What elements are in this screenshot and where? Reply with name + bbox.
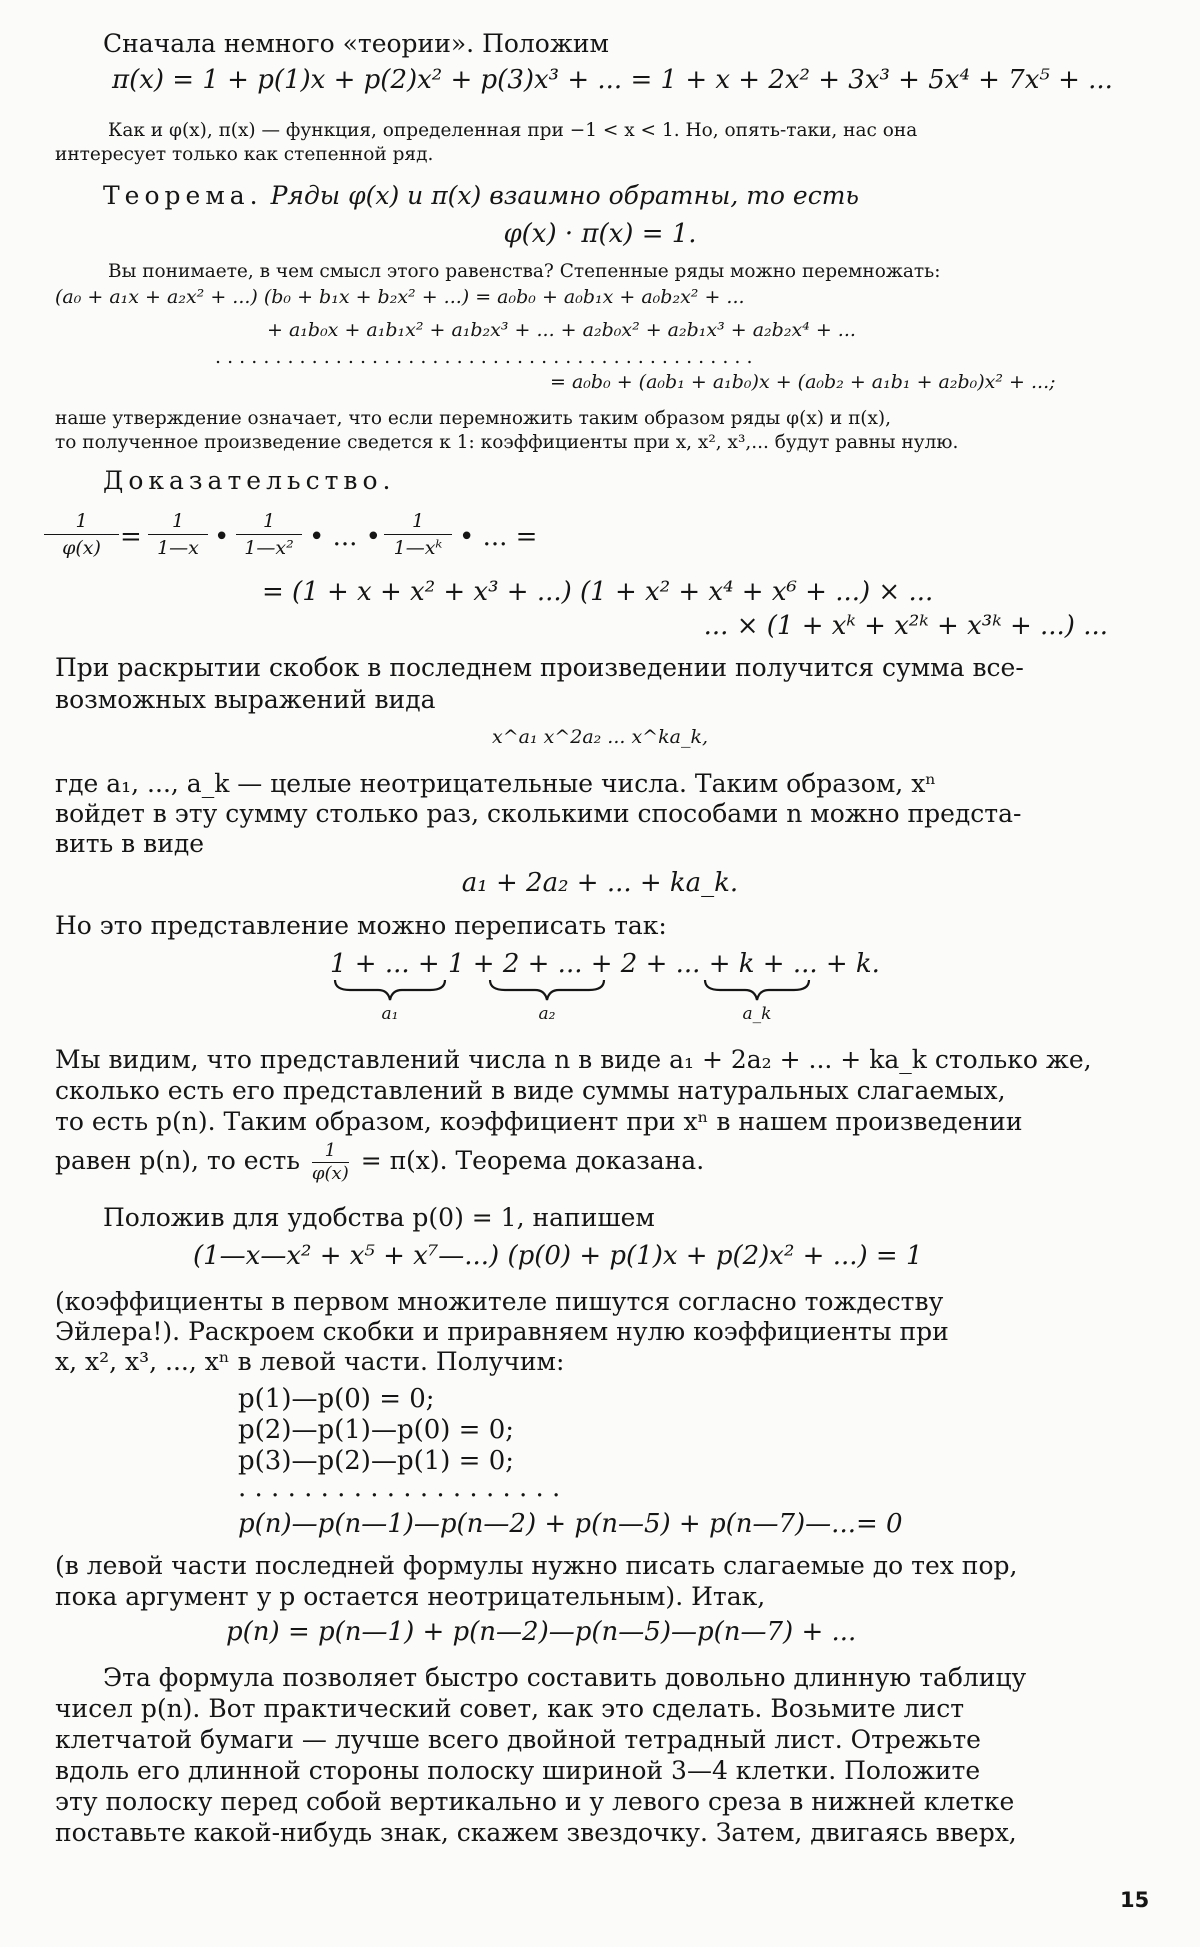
explain-line-1: Вы понимаете, в чем смысл этого равенства? Степенные ряды можно перемножать: xyxy=(108,261,941,282)
recurrence-formula: p(n) = p(n—1) + p(n—2)—p(n—5)—p(n—7) + ... xyxy=(226,1617,857,1647)
paragraph-line: Положив для удобства p(0) = 1, напишем xyxy=(103,1203,655,1232)
note-line-2: интересует только как степенной ряд. xyxy=(55,144,434,165)
fraction-1-over-1-x xyxy=(148,508,208,561)
equation-dots: . . . . . . . . . . . . . . . . . . . . xyxy=(238,1473,561,1503)
paragraph-line: вить в виде xyxy=(55,829,205,858)
equation-1: p(1)—p(0) = 0; xyxy=(238,1384,435,1414)
explain-line-5: наше утверждение означает, что если перемножить таким образом ряды φ(x) и π(x), xyxy=(55,408,891,429)
equals-sign: = xyxy=(120,522,142,552)
paragraph-line: эту полоску перед собой вертикально и у левого среза в нижней клетке xyxy=(55,1787,1015,1816)
paragraph-line-with-fraction xyxy=(55,1140,704,1185)
paragraph-line: возможных выражений вида xyxy=(55,685,436,714)
expanded-representation: 1 + ... + 1 + 2 + ... + 2 + ... + k + ... + k. xyxy=(330,949,880,979)
equation-n: p(n)—p(n—1)—p(n—2) + p(n—5) + p(n—7)—...= 0 xyxy=(238,1509,903,1539)
paragraph-line: При раскрытии скобок в последнем произведении получится сумма все- xyxy=(55,653,1024,682)
explain-dots: . . . . . . . . . . . . . . . . . . . . . . . . . . . . . . . . . . . . . . . . . . . . . xyxy=(215,346,753,368)
text-segment: = π(x). Теорема доказана. xyxy=(360,1146,705,1175)
fraction-denominator: 1—x xyxy=(148,534,208,561)
paragraph-line: сколько есть его представлений в виде суммы натуральных слагаемых, xyxy=(55,1076,1006,1105)
brace-label-a2: a₂ xyxy=(538,1004,556,1024)
paragraph-line: Но это представление можно переписать так: xyxy=(55,911,667,940)
paragraph-line: Эта формула позволяет быстро составить довольно длинную таблицу xyxy=(103,1663,1027,1692)
brace-label-a1: a₁ xyxy=(381,1004,399,1024)
fraction-denominator: φ(x) xyxy=(44,534,119,561)
product-tail: • ... = xyxy=(459,522,538,552)
fraction-numerator: 1 xyxy=(171,510,185,532)
fraction-1-over-phi xyxy=(44,508,119,561)
paragraph-line: вдоль его длинной стороны полоску шириной 3—4 клетки. Положите xyxy=(55,1756,981,1785)
paragraph-line: (коэффициенты в первом множителе пишутся согласно тождеству xyxy=(55,1287,944,1316)
product-ellipsis: • ... • xyxy=(309,522,381,552)
paragraph-line: где a₁, ..., a_k — целые неотрицательные числа. Таким образом, xⁿ xyxy=(55,769,937,798)
paragraph-line: x, x², x³, ..., xⁿ в левой части. Получим: xyxy=(55,1347,565,1376)
fraction-denominator: 1—xᵏ xyxy=(384,534,452,561)
fraction-1-over-1-xk xyxy=(384,508,452,561)
paragraph-line: поставьте какой-нибудь знак, скажем звездочку. Затем, двигаясь вверх, xyxy=(55,1818,1017,1847)
sum-representation: a₁ + 2a₂ + ... + ka_k. xyxy=(461,868,739,898)
fraction-denominator: 1—x² xyxy=(236,534,302,561)
explain-line-6: то полученное произведение сведется к 1: коэффициенты при x, x², x³,... будут равны нулю. xyxy=(55,432,959,453)
explain-collected: = a₀b₀ + (a₀b₁ + a₁b₀)x + (a₀b₂ + a₁b₁ + a₂b₀)x² + ...; xyxy=(550,371,1056,393)
paragraph-line: войдет в эту сумму столько раз, сколькими способами n можно предста- xyxy=(55,799,1022,828)
monomial-formula: x^a₁ x^2a₂ ... x^ka_k, xyxy=(491,726,708,748)
theorem-statement: Ряды φ(x) и π(x) взаимно обратны, то есть xyxy=(270,181,860,210)
theorem-formula: φ(x) · π(x) = 1. xyxy=(503,219,697,249)
paragraph-line: клетчатой бумаги — лучше всего двойной тетрадный лист. Отрежьте xyxy=(55,1725,981,1754)
proof-label: Доказательство. xyxy=(103,466,396,495)
theorem-line xyxy=(103,180,859,211)
product-dot: • xyxy=(214,522,230,552)
underbraces xyxy=(330,978,830,1004)
theorem-label: Теорема. xyxy=(103,181,263,210)
formula-pi: π(x) = 1 + p(1)x + p(2)x² + p(3)x³ + ... = 1 + x + 2x² + 3x³ + 5x⁴ + 7x⁵ + ... xyxy=(112,65,1113,95)
brace-label-ak: a_k xyxy=(742,1004,772,1024)
fraction-denominator: φ(x) xyxy=(311,1163,349,1184)
product-formula: (1—x—x² + x⁵ + x⁷—...) (p(0) + p(1)x + p(2)x² + ...) = 1 xyxy=(193,1241,923,1271)
page-number: 15 xyxy=(1120,1888,1150,1912)
paragraph-line: Мы видим, что представлений числа n в виде a₁ + 2a₂ + ... + ka_k столько же, xyxy=(55,1045,1092,1074)
intro-line: Сначала немного «теории». Положим xyxy=(103,29,609,58)
equation-2: p(2)—p(1)—p(0) = 0; xyxy=(238,1415,515,1445)
proof-expansion-2: ... × (1 + xᵏ + x²ᵏ + x³ᵏ + ...) ... xyxy=(703,611,1108,641)
fraction-numerator: 1 xyxy=(75,510,88,532)
fraction-numerator: 1 xyxy=(411,510,425,532)
text-segment: равен p(n), то есть xyxy=(55,1146,300,1175)
inline-fraction xyxy=(312,1140,349,1185)
paragraph-line: Эйлера!). Раскроем скобки и приравняем нулю коэффициенты при xyxy=(55,1317,949,1346)
explain-cross-terms: + a₁b₀x + a₁b₁x² + a₁b₂x³ + ... + a₂b₀x² + a₂b₁x³ + a₂b₂x⁴ + ... xyxy=(267,319,856,341)
fraction-1-over-1-x2 xyxy=(236,508,302,561)
equation-3: p(3)—p(2)—p(1) = 0; xyxy=(238,1446,515,1476)
proof-expansion-1: = (1 + x + x² + x³ + ...) (1 + x² + x⁴ + x⁶ + ...) × ... xyxy=(262,577,934,607)
paragraph-line: чисел p(n). Вот практический совет, как это сделать. Возьмите лист xyxy=(55,1694,965,1723)
note-line-1: Как и φ(x), π(x) — функция, определенная при −1 < x < 1. Но, опять-таки, нас она xyxy=(108,120,918,141)
fraction-numerator: 1 xyxy=(262,510,276,532)
paragraph-line: (в левой части последней формулы нужно писать слагаемые до тех пор, xyxy=(55,1551,1018,1580)
paragraph-line: то есть p(n). Таким образом, коэффициент при xⁿ в нашем произведении xyxy=(55,1107,1023,1136)
explain-product: (a₀ + a₁x + a₂x² + ...) (b₀ + b₁x + b₂x² + ...) = a₀b₀ + a₀b₁x + a₀b₂x² + ... xyxy=(55,286,745,308)
paragraph-line: пока аргумент у p остается неотрицательным). Итак, xyxy=(55,1582,766,1611)
fraction-numerator: 1 xyxy=(324,1140,337,1161)
